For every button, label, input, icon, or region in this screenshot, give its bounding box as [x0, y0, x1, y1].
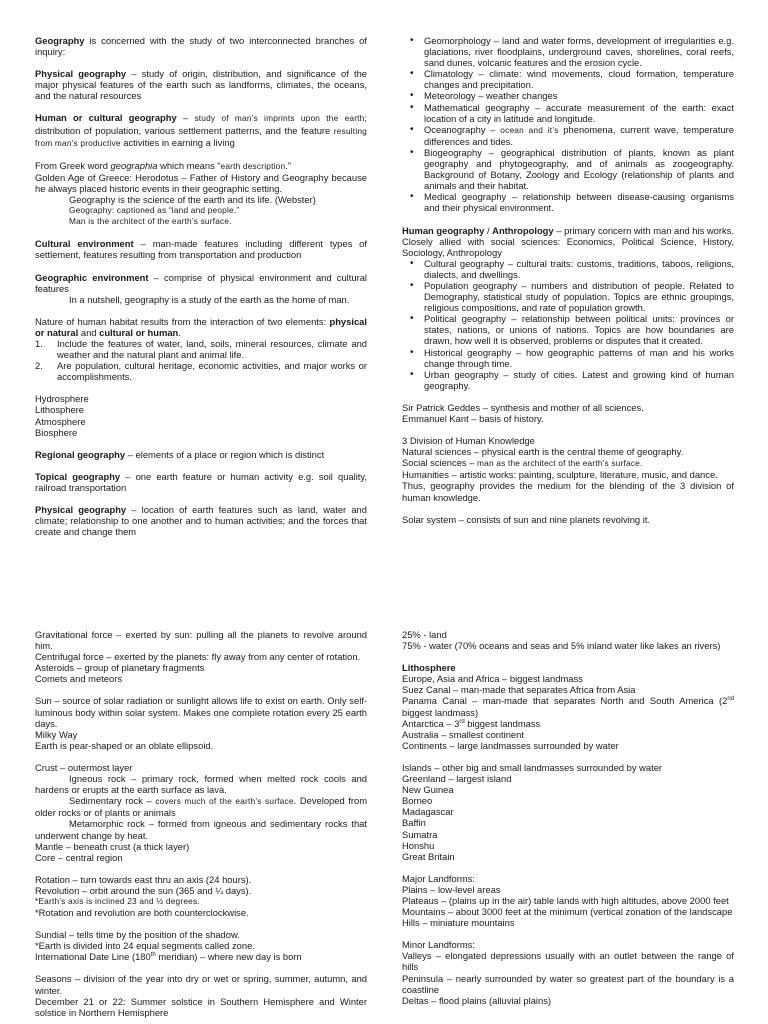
plateaus-text: Plateaus – (plains up in the air) table lands with high altitudes, above 2000 feet	[402, 894, 729, 906]
islands-text: Islands – other big and small landmasses surrounded by water	[402, 761, 663, 773]
islands-list	[402, 773, 734, 862]
panama-canal-text: Panama Canal – man-made that separates North and South America (2nd biggest landmass)	[402, 695, 734, 718]
physical-branches-list	[402, 35, 734, 214]
lithosphere-heading: Lithosphere	[402, 662, 456, 674]
sundial-text: Sundial – tells time by the position of the shadow.	[35, 929, 240, 941]
list-item: • Cultural geography – cultural traits: customs, traditions, taboos, religions, dialects, and dwellings.	[424, 258, 734, 280]
blending-text: Thus, geography provides the medium for the blending of the 3 division of human knowledge.	[402, 480, 734, 503]
igneous-rock-text: Igneous rock – primary rock, formed when melted rock cools and hardens or erupts at the earth surface as lava.	[35, 773, 367, 796]
hills-text: Hills – miniature mountains	[402, 917, 515, 929]
list-item: • Mathematical geography – accurate measurement of the earth: exact location of a city in latitude and longitude.	[424, 102, 734, 124]
zones-text: *Earth is divided into 24 equal segments called zone.	[35, 940, 255, 952]
milky-way-text: Milky Way	[35, 728, 78, 740]
human-branches-list	[402, 258, 734, 391]
date-line-text: International Date Line (180th meridian) – where new day is born	[35, 951, 302, 963]
counterclockwise-text: *Rotation and revolution are both counterclockwise.	[35, 907, 249, 919]
column-bottom-left	[35, 629, 367, 1024]
antarctica-text: Antarctica – 3rd biggest landmass	[402, 717, 541, 729]
comets-text: Comets and meteors	[35, 673, 123, 685]
natural-sciences-text: Natural sciences – physical earth is the central theme of geography.	[402, 446, 684, 458]
sphere-item: Atmosphere	[35, 415, 86, 427]
regional-geography-definition: Regional geography – elements of a place or region which is distinct	[35, 448, 325, 460]
list-item: • Oceanography – ocean and it’s phenomena, current wave, temperature differences and tides.	[424, 124, 734, 147]
sphere-item: Hydrosphere	[35, 393, 89, 405]
column-bottom-right	[402, 629, 734, 1024]
list-item: Baffin	[402, 817, 426, 829]
list-item: • Urban geography – study of cities. Latest and growing kind of human geography.	[424, 369, 734, 391]
major-landforms-heading: Major Landforms:	[402, 872, 475, 884]
list-item: Great Britain	[402, 850, 455, 862]
column-top-right	[402, 35, 734, 575]
sun-text: Sun – source of solar radiation or sunlight allows life to exist on earth. Only self-luminous body within solar system. Makes one complete rotation every 25 earth days.	[35, 695, 367, 729]
seasons-text: Seasons – division of the year into dry or wet or spring, summer, autumn, and winter.	[35, 973, 367, 996]
geographic-environment-definition: Geographic environment – comprise of physical environment and cultural features	[35, 271, 367, 294]
human-habitat-text: Nature of human habitat results from the interaction of two elements: physical or natural and cultural or human.	[35, 315, 367, 338]
deltas-text: Deltas – flood plains (alluvial plains)	[402, 994, 552, 1006]
list-item: • Climatology – climate: wind movements, cloud formation, temperature changes and precipitation.	[424, 68, 734, 90]
asteroids-text: Asteroids – group of planetary fragments	[35, 662, 205, 674]
biggest-landmass-text: Europe, Asia and Africa – biggest landmass	[402, 673, 583, 685]
list-item: 1. Include the features of water, land, soils, mineral resources, climate and weather and the natural plant and animal life.	[35, 337, 367, 361]
centrifugal-force-text: Centrifugal force – exerted by the planets: fly away from any center of rotation.	[35, 651, 361, 663]
sphere-item: Biosphere	[35, 426, 78, 438]
list-item: Madagascar	[402, 806, 454, 818]
plains-text: Plains – low-level areas	[402, 883, 501, 895]
physical-geography-definition: Physical geography – study of origin, distribution, and significance of the major physical features of the earth such as landforms, climates, the oceans, and the natural resources	[35, 68, 367, 102]
valleys-text: Valleys – elongated depressions usually with an outlet between the range of hills	[402, 950, 734, 973]
list-item: Greenland – largest island	[402, 773, 512, 785]
column-top-left	[35, 35, 367, 555]
list-item: • Population geography – numbers and distribution of people. Related to Demography, statistical study of population. Topics are ethnic groupings, religious compositions, and rate of population growth.	[424, 280, 734, 313]
revolution-text: Revolution – orbit around the sun (365 and ¼ days).	[35, 884, 252, 896]
list-item: • Geomorphology – land and water forms, development of irregularities e.g. glaciations, river floodplains, underground caves, shorelines, coral reefs, sand dunes, volcanic features and the erosion cycle.	[424, 35, 734, 68]
rotation-text: Rotation – turn towards east thru an axis (24 hours).	[35, 873, 252, 885]
peninsula-text: Peninsula – nearly surrounded by water so greatest part of the boundary is a coastline	[402, 972, 734, 995]
list-item: • Political geography – relationship between political units: provinces or states, nations, or unions of nations. Topics are how boundaries are drawn, how well it is observed, problems or disputes that it created.	[424, 313, 734, 346]
elements-list	[35, 338, 367, 382]
golden-age-text: Golden Age of Greece: Herodotus – Father of History and Geography because he always placed historic events in their geographic setting.	[35, 171, 367, 194]
social-sciences-text: Social sciences – man as the architect of the earth’s surface.	[402, 457, 643, 469]
water-percent-text: 75% - water (70% oceans and seas and 5% inland water like lakes an rivers)	[402, 640, 721, 652]
suez-canal-text: Suez Canal – man-made that separates Africa from Asia	[402, 684, 636, 696]
minor-landforms-heading: Minor Landforms:	[402, 939, 475, 951]
mountains-text: Mountains – about 3000 feet at the minimum (vertical zonation of the landscape	[402, 906, 733, 918]
gravitational-force-text: Gravitational force – exerted by sun: pulling all the planets to revolve around him.	[35, 629, 367, 652]
humanities-text: Humanities – artistic works: painting, sculpture, literature, music, and dance.	[402, 469, 718, 481]
list-item: Honshu	[402, 839, 435, 851]
list-item: • Meteorology – weather changes	[424, 90, 734, 101]
physical-geography-location: Physical geography – location of earth features such as land, water and climate; relationship to one another and to human activities; and the forces that create and change them	[35, 504, 367, 538]
list-item: Borneo	[402, 795, 433, 807]
land-percent-text: 25% - land	[402, 629, 447, 640]
geddes-text: Sir Patrick Geddes – synthesis and mother of all sciences.	[402, 401, 644, 413]
list-item: • Historical geography – how geographic patterns of man and his works change through time.	[424, 347, 734, 369]
list-item: • Biogeography – geographical distribution of plants, known as plant geography and phytogeography, and of animals as zoogeography. Background of Botany, Zoology and Ecology (relationship of plants and animals and their habitat.	[424, 147, 734, 191]
nutshell-text: In a nutshell, geography is a study of the earth as the home of man.	[69, 293, 350, 305]
earth-shape-text: Earth is pear-shaped or an oblate ellipsoid.	[35, 739, 214, 751]
continents-text: Continents – large landmasses surrounded by water	[402, 739, 619, 751]
topical-geography-definition: Topical geography – one earth feature or human activity e.g. soil quality, railroad transportation	[35, 470, 367, 493]
solar-system-text: Solar system – consists of sun and nine planets revolving it.	[402, 513, 651, 525]
australia-text: Australia – smallest continent	[402, 728, 524, 740]
sedimentary-rock-text: Sedimentary rock – covers much of the earth’s surface. Developed from older rocks or of plants or animals	[35, 795, 367, 819]
greek-origin: From Greek word geographia which means “earth description.”	[35, 159, 291, 171]
human-geography-definition: Human or cultural geography – study of man’s imprints upon the earth; distribution of population, various settlement patterns, and the feature resulting from man’s productive activities in earning a living	[35, 112, 367, 148]
human-geography-anthropology: Human geography / Anthropology – primary concern with man and his works. Closely allied with social sciences: Economics, Political Science, History, Sociology, Anthropology	[402, 224, 734, 258]
webster-definition: Geography is the science of the earth and its life. (Webster)	[69, 194, 316, 206]
list-item: 2. Are population, cultural heritage, economic activities, and major works or accomplishments.	[35, 360, 367, 383]
axis-text: *Earth’s axis is inclined 23 and ½ degrees.	[35, 895, 200, 906]
spheres-list	[35, 393, 367, 437]
division-heading: 3 Division of Human Knowledge	[402, 435, 535, 447]
cultural-environment-definition: Cultural environment – man-made features including different types of settlement, features resulting from transportation and production	[35, 238, 367, 261]
list-item: • Medical geography – relationship between disease-causing organisms and their physical environment.	[424, 191, 734, 213]
captioned-text: Geography: captioned as “land and people.”	[69, 205, 240, 216]
kant-text: Emmanuel Kant – basis of history.	[402, 413, 544, 424]
mantle-text: Mantle – beneath crust (a thick layer)	[35, 840, 190, 852]
metamorphic-rock-text: Metamorphic rock – formed from igneous and sedimentary rocks that underwent change by heat.	[35, 818, 367, 841]
geography-definition: Geography is concerned with the study of two interconnected branches of inquiry:	[35, 35, 367, 58]
architect-text: Man is the architect of the earth’s surface.	[69, 216, 232, 227]
sphere-item: Lithosphere	[35, 404, 84, 416]
solstice-text: December 21 or 22: Summer solstice in Southern Hemisphere and Winter solstice in Northern Hemisphere	[35, 995, 367, 1018]
list-item: Sumatra	[402, 828, 438, 840]
list-item: New Guinea	[402, 784, 454, 796]
crust-text: Crust – outermost layer	[35, 761, 133, 773]
core-text: Core – central region	[35, 851, 123, 863]
